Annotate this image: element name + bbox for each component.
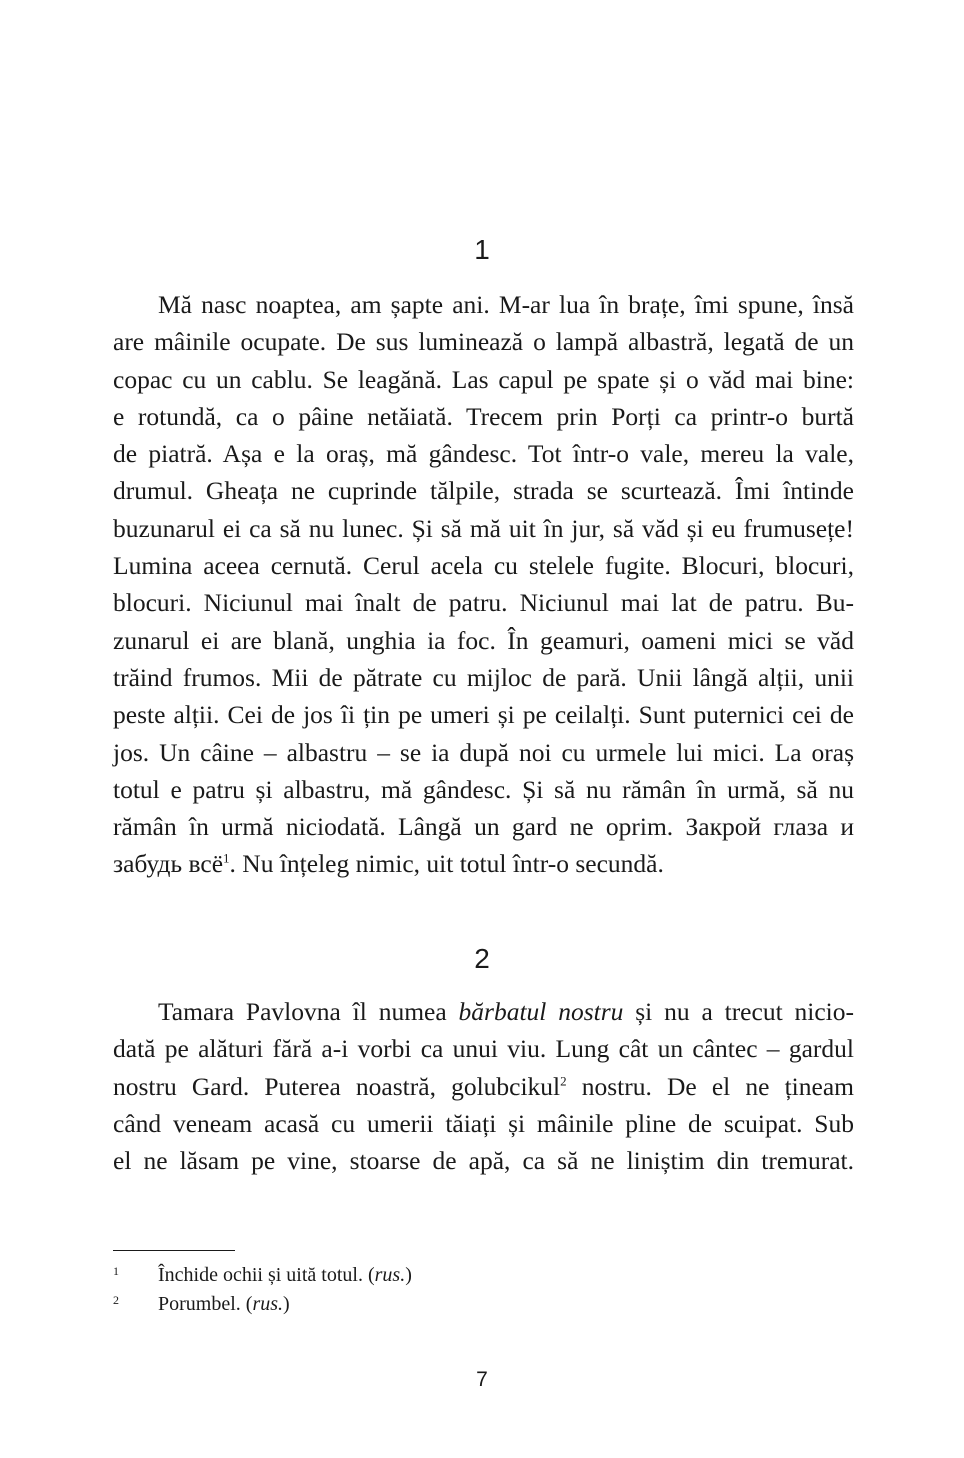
- paragraph-line: [113, 1068, 854, 1105]
- section-number-2: 2: [474, 943, 490, 974]
- section-1-paragraph: [113, 286, 854, 883]
- paragraph-line: jos. Un câine – albastru – se ia după noi cu urmele lui mici. La oraș: [113, 737, 854, 767]
- footnote-divider: [113, 1250, 235, 1251]
- footnote-ref-2[interactable]: 2: [560, 1073, 567, 1089]
- italic-phrase: bărbatul nostru: [458, 997, 624, 1026]
- paragraph-line: drumul. Gheața ne cuprinde tălpile, strada se scurtează. Îmi întinde: [113, 476, 854, 506]
- footnote-1: [113, 1262, 854, 1291]
- footnote-ref-1[interactable]: 1: [223, 850, 230, 866]
- paragraph-line: copac cu un cablu. Se leagănă. Las capul pe spate și o văd mai bine:: [113, 364, 854, 394]
- footnote-number: 2: [113, 1293, 119, 1307]
- paragraph-line: are mâinile ocupate. De sus luminează o lampă albastră, legată de un: [113, 327, 854, 357]
- footnote-text: Porumbel. (rus.): [158, 1293, 290, 1315]
- paragraph-line: dată pe alături fără a-i vorbi ca unui viu. Lung cât un cântec – gardul: [113, 1034, 854, 1064]
- paragraph-line: Lumina aceea cernută. Cerul acela cu stelele fugite. Blocuri, blocuri,: [113, 551, 854, 581]
- line-text: nostru Gard. Puterea noastră, golubcikul: [113, 1071, 561, 1101]
- paragraph-line: zunarul ei are blană, unghia ia foc. În geamuri, oameni mici se văd: [113, 625, 854, 655]
- paragraph-line: Mă nasc noaptea, am șapte ani. M-ar lua în brațe, îmi spune, însă: [158, 290, 854, 319]
- paragraph-line: totul e patru și albastru, mă gândesc. Și să nu rămân în urmă, să nu: [113, 774, 854, 804]
- paragraph-line: rămân în urmă niciodată. Lângă un gard ne oprim. Закрой глаза и: [113, 812, 854, 842]
- paragraph-line: trăind frumos. Mii de pătrate cu mijloc de pară. Unii lângă alții, unii: [113, 662, 854, 692]
- paragraph-line: peste alții. Cei de jos îi țin pe umeri și pe ceilalți. Sunt puternici cei de: [113, 700, 854, 730]
- paragraph-line-last: [113, 845, 854, 882]
- paragraph-line: blocuri. Niciunul mai înalt de patru. Niciunul mai lat de patru. Bu-: [113, 588, 854, 618]
- paragraph-line: buzunarul ei ca să nu lunec. Și să mă uit în jur, să văd și eu frumusețe!: [113, 513, 854, 543]
- paragraph-line: de piatră. Așa e la oraș, mă gândesc. Tot într-o vale, mereu la vale,: [113, 439, 854, 469]
- footnotes: [113, 1262, 854, 1320]
- line-text: și nu a trecut nicio-: [623, 997, 854, 1026]
- paragraph-line: [113, 993, 854, 1030]
- line-text: nostru. De el ne țineam: [566, 1071, 854, 1101]
- paragraph-line: e rotundă, ca o pâine netăiată. Trecem prin Porți ca printr-o burtă: [113, 401, 854, 431]
- line-text: Tamara Pavlovna îl numea: [158, 997, 459, 1026]
- footnote-2: [113, 1291, 854, 1320]
- section-number-1: 1: [474, 234, 490, 265]
- page-number: 7: [476, 1368, 488, 1391]
- footnote-number: 1: [113, 1264, 119, 1278]
- section-2-paragraph: [113, 993, 854, 1179]
- line-text: . Nu înțeleg nimic, uit totul într-o secundă.: [229, 849, 664, 879]
- russian-phrase: забудь всё: [113, 849, 224, 879]
- paragraph-line: el ne lăsam pe vine, stoarse de apă, ca să ne liniștim din tremurat.: [113, 1146, 854, 1176]
- paragraph-line: când veneam acasă cu umerii tăiați și mâinile pline de scuipat. Sub: [113, 1108, 854, 1138]
- footnote-text: Închide ochii și uită totul. (rus.): [158, 1264, 412, 1286]
